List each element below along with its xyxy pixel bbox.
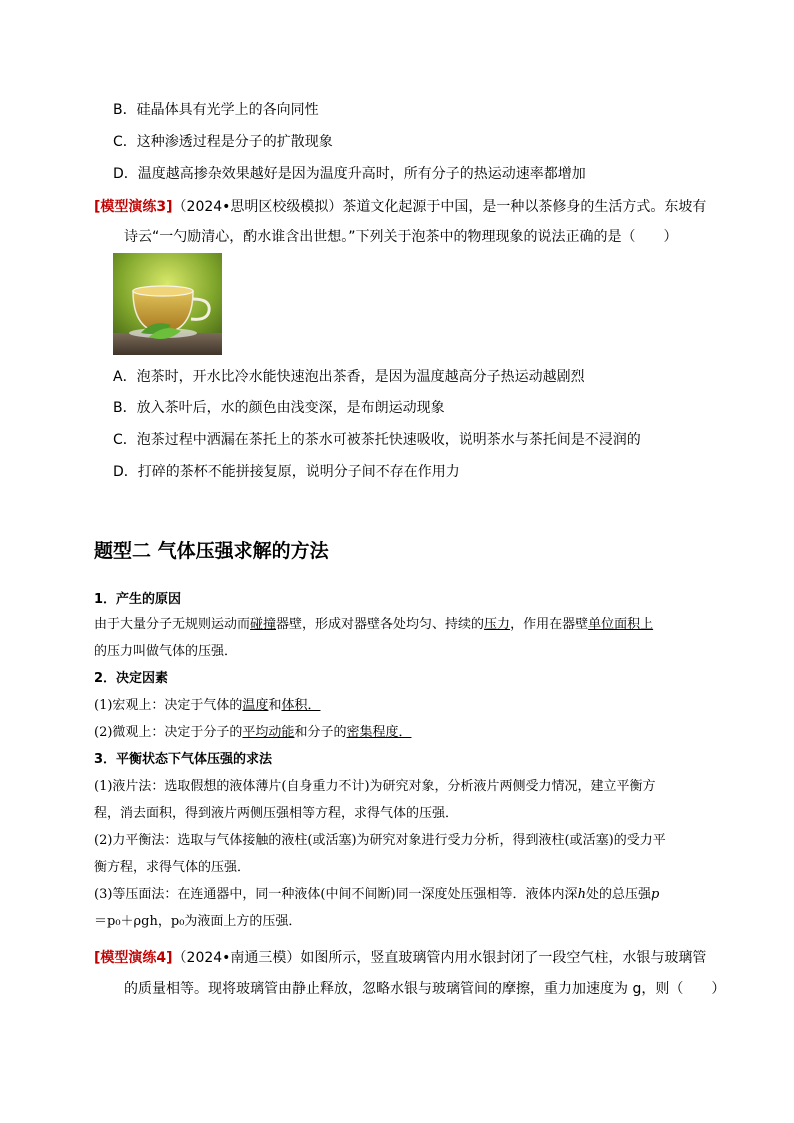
question-3-line2: 诗云“一勺励清心，酌水谁含出世想。”下列关于泡茶中的物理现象的说法正确的是（ ） [124,229,678,245]
variable-p: p [650,887,660,902]
question-3-stem: （2024•思明区校级模拟）茶道文化起源于中国，是一种以茶修身的生活方式。东坡有 [172,199,707,215]
option-c-prev: C．这种渗透过程是分子的扩散现象 [113,134,333,150]
underlined-term: 平均动能 [242,725,295,740]
question-4-line1 [94,948,706,968]
question-3-line1 [94,197,706,217]
q3-option-c: C．泡茶过程中洒漏在茶托上的茶水可被茶托快速吸收，说明茶水与茶托间是不浸润的 [113,432,641,448]
q3-option-a: A．泡茶时，开水比冷水能快速泡出茶香，是因为温度越高分子热运动越剧烈 [113,369,585,385]
text-run: 处的总压强 [585,887,651,902]
method-2-line2: 衡方程，求得气体的压强． [94,860,251,875]
text-run: 由于大量分子无规则运动而 [94,617,251,632]
method-3-line2: ＝p₀＋ρgh，p₀为液面上方的压强． [94,914,302,929]
method-3-line1 [94,885,659,904]
tea-cup-illustration [113,253,222,355]
text-run: ，作用在器壁 [510,617,589,632]
q3-option-b: B．放入茶叶后，水的颜色由浅变深，是布朗运动现象 [113,400,445,416]
text-run: 器壁，形成对器壁各处均匀、持续的 [276,617,485,632]
option-b-prev: B．硅晶体具有光学上的各向同性 [113,102,319,118]
tea-cup-image [113,253,222,355]
text-run: (2)微观上：决定于分子的 [94,725,243,740]
question-4-line2: 的质量相等。现将玻璃管由静止释放，忽略水银与玻璃管间的摩擦，重力加速度为 g，则（ ） [124,981,726,997]
cause-line1 [94,615,653,634]
subheading-cause: 1．产生的原因 [94,592,182,607]
text-run: (1)宏观上：决定于气体的 [94,698,243,713]
text-run: 和分子的 [294,725,347,740]
text-run: (3)等压面法：在连通器中，同一种液体(中间不间断)同一深度处压强相等．液体内深 [94,887,578,902]
factor-micro [94,723,411,742]
q3-option-d: D．打碎的茶杯不能拼接复原，说明分子间不存在作用力 [113,464,460,480]
method-1-line1: (1)液片法：选取假想的液体薄片(自身重力不计)为研究对象，分析液片两侧受力情况，建立平衡方 [94,779,656,794]
model-practice-tag: [模型演练3] [94,199,173,215]
underlined-term: 压力 [484,617,511,632]
subheading-factors: 2．决定因素 [94,671,169,686]
underlined-term: 体积． [281,698,321,713]
method-1-line2: 程，消去面积，得到液片两侧压强相等方程，求得气体的压强． [94,806,459,821]
underlined-term: 单位面积上 [588,617,654,632]
question-4-stem: （2024•南通三模）如图所示，竖直玻璃管内用水银封闭了一段空气柱，水银与玻璃管 [172,950,707,966]
subheading-methods: 3．平衡状态下气体压强的求法 [94,752,273,767]
underlined-term: 密集程度． [346,725,412,740]
factor-macro [94,696,320,715]
underlined-term: 温度 [242,698,269,713]
option-d-prev: D．温度越高掺杂效果越好是因为温度升高时，所有分子的热运动速率都增加 [113,166,586,182]
section-title: 题型二 气体压强求解的方法 [94,540,329,562]
cause-line2: 的压力叫做气体的压强． [94,644,238,659]
method-2-line1: (2)力平衡法：选取与气体接触的液柱(或活塞)为研究对象进行受力分析，得到液柱(或活塞)的受力平 [94,833,666,848]
underlined-term: 碰撞 [250,617,277,632]
text-run: 和 [268,698,282,713]
variable-h: h [577,887,586,902]
model-practice-tag: [模型演练4] [94,950,173,966]
